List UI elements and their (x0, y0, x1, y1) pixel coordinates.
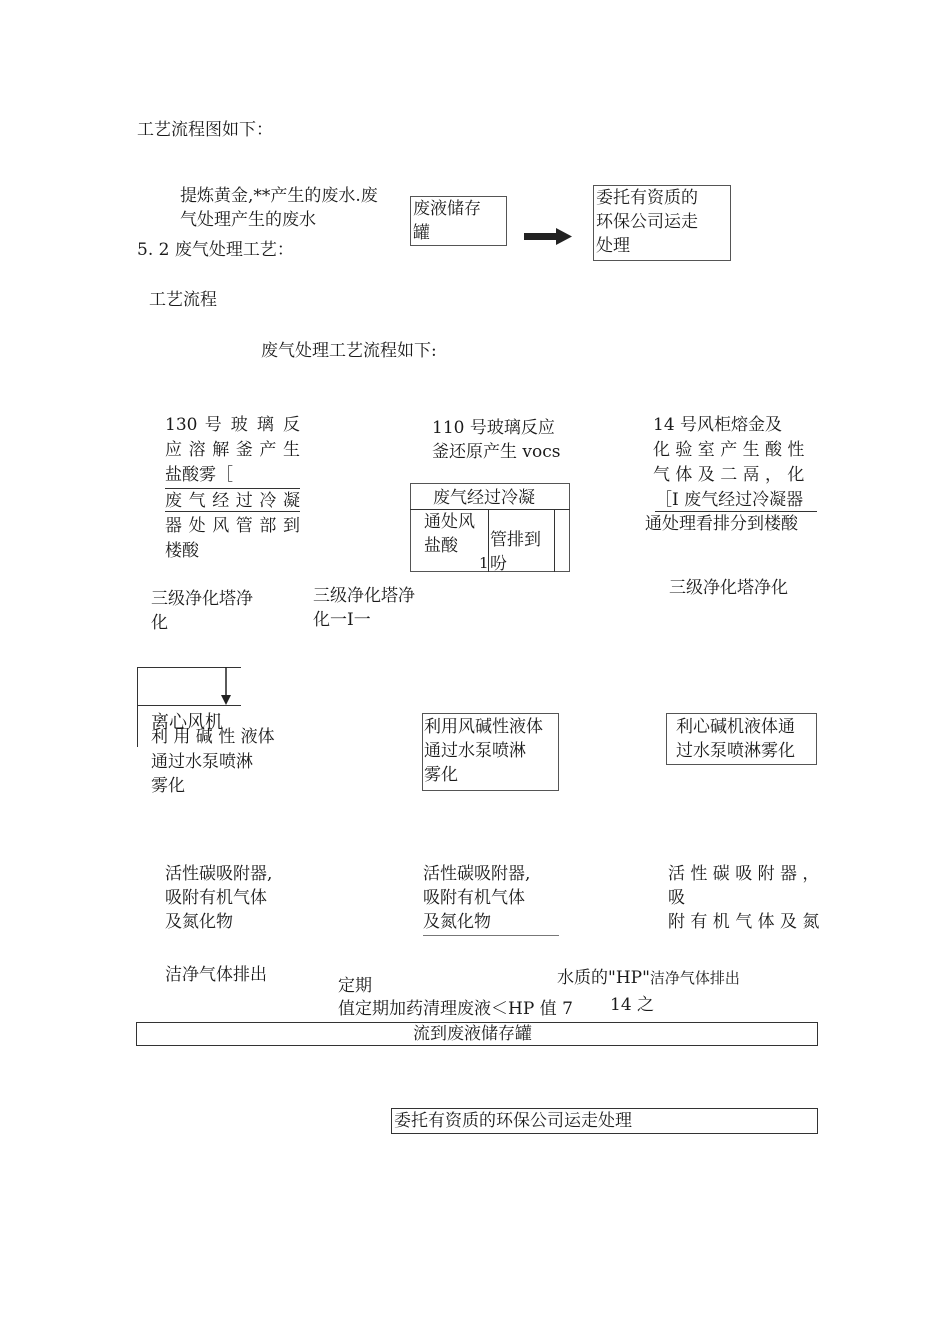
col3-carbon-line: 吸 (668, 888, 685, 908)
col3-exhaust-suffix: 洁净气体排出 (649, 969, 740, 987)
col2-cond-left: 通处风 盐酸 (424, 512, 475, 556)
down-arrow-icon (219, 667, 233, 707)
col2-carbon: 活性碳吸附器, 吸附有机气体 及氮化物 (423, 864, 531, 932)
col1-carbon: 活性碳吸附器, 吸附有机气体 及氮化物 (165, 864, 273, 932)
col3-exhaust (557, 966, 740, 990)
col1-source-line: 盐酸雾［ (165, 463, 300, 489)
fan-bracket-left (137, 667, 138, 747)
source-waste-text: 提炼黄金,**产生的废水.废 气处理产生的废水 (180, 186, 378, 230)
col3-carbon-line: 活 性 碳 吸 附 器 ， (668, 864, 820, 884)
col3-note: 14 之 (610, 995, 655, 1015)
col1-source-block (165, 413, 300, 564)
section-heading: 5. 2 废气处理工艺： (137, 240, 294, 260)
waste-tank-label: 流到废液储存罐 (413, 1024, 532, 1044)
col1-exhaust: 洁净气体排出 (165, 965, 267, 985)
col3-cond-line2: 通处理看排分到楼酸 (645, 514, 798, 534)
col1-spray-rest: 通过水泵喷淋 雾化 (151, 752, 253, 796)
fan-label: 离心风机 (151, 712, 223, 733)
col2-cond-split-right (554, 509, 555, 572)
col3-source-line: 化 验 室 产 生 酸 性 (653, 440, 805, 460)
col2-source: 110 号玻璃反应 釜还原产生 vocs (432, 418, 561, 462)
section-subheading: 工艺流程 (149, 290, 217, 310)
col3-source-block (653, 413, 803, 488)
col3-spray: 利心碱机液体通 过水泵喷淋雾化 (676, 717, 795, 761)
thick-right-arrow-icon (524, 227, 574, 247)
col1-underline (165, 511, 300, 512)
col1-source-line: 130 号 玻 璃 反 (165, 415, 300, 435)
col2-carbon-underline (423, 935, 559, 936)
dose-text: 值定期加药清理废液＜HP 值 7 (338, 999, 573, 1019)
col1-source-line: 器 处 风 管 部 到 (165, 516, 300, 536)
col2-cond-right: 管排到 吩 (490, 530, 541, 574)
col2-tower: 三级净化塔净 化一I一 (313, 586, 415, 630)
col3-carbon-line: 附 有 机 气 体 及 氮 (668, 912, 820, 932)
flow-title: 废气处理工艺流程如下: (261, 341, 437, 361)
col1-tower: 三级净化塔净 化 (151, 589, 253, 633)
waste-tank-box (136, 1022, 818, 1046)
col3-cond-line: ［I 废气经过冷凝器 (655, 490, 804, 510)
col3-tower: 三级净化塔净化 (669, 578, 788, 598)
col3-carbon-block (668, 862, 820, 934)
final-disposal-box (391, 1108, 818, 1134)
col1-source-line: 楼酸 (165, 541, 199, 561)
col1-source-line: 废 气 经 过 冷 凝 (165, 491, 300, 511)
col1-spray-first: 利 用 碱 性 液体 (151, 727, 275, 747)
col3-source-line: 14 号风柜熔金及 (653, 415, 783, 435)
dose-label: 定期 (338, 976, 372, 996)
col2-cond-top: 废气经过冷凝 (433, 488, 535, 508)
process-title: 工艺流程图如下： (137, 120, 273, 140)
storage-tank-box (410, 196, 507, 246)
final-disposal-label: 委托有资质的环保公司运走处理 (394, 1111, 632, 1131)
col1-source-line: 应 溶 解 釜 产 生 (165, 440, 300, 460)
col2-spray: 利用风碱性液体 通过水泵喷淋 雾化 (424, 717, 543, 785)
col3-spray-box (666, 713, 817, 765)
disposal-company-label: 委托有资质的 环保公司运走 处理 (596, 188, 698, 256)
col3-source-line: 气 体 及 二 鬲 ， 化 (653, 465, 805, 485)
storage-tank-label: 废液储存 罐 (413, 199, 481, 243)
col3-exhaust-prefix: 水质的"HP" (557, 968, 650, 988)
disposal-company-box (593, 185, 731, 261)
col2-cond-digit: 1 (479, 554, 489, 572)
col2-spray-box (422, 713, 559, 791)
